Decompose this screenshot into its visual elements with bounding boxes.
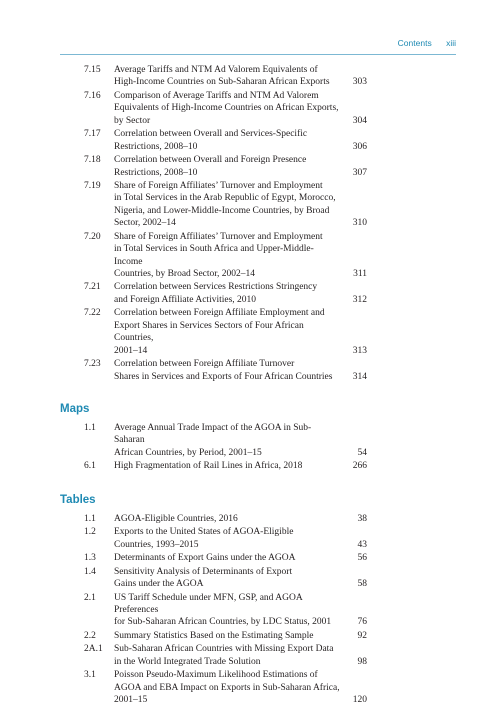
running-title: Contents [397,38,432,48]
entry-title-line: High Fragmentation of Rail Lines in Africa, 2018 [114,461,303,472]
entry-page-number: 310 [352,218,367,229]
toc-entry[interactable] [0,630,367,642]
entry-number: 7.18 [84,155,101,166]
entry-number: 7.23 [84,359,101,370]
entry-number: 7.17 [84,129,101,140]
entry-title-line: Correlation between Foreign Affiliate Turnover [114,359,295,370]
entry-title-line: 2001–15 [114,695,148,706]
toc-entry[interactable] [0,154,367,179]
entry-title-line: Sub-Saharan African Countries with Missing Export Data [114,644,334,655]
entry-number: 7.20 [84,231,101,242]
entry-page-number: 312 [352,294,367,305]
toc-entry[interactable] [0,281,367,306]
entry-title-line: and Foreign Affiliate Activities, 2010 [114,294,257,305]
entry-title-line: Export Shares in Services Sectors of Four African Countries, [114,320,304,344]
tables-list [0,513,500,707]
entry-title-line: Shares in Services and Exports of Four African Countries [114,371,333,382]
toc-entry[interactable] [0,231,367,281]
entry-title-line: Average Annual Trade Impact of the AGOA in Sub-Saharan [114,423,312,446]
entry-number: 7.21 [84,282,101,293]
entry-page-number: 98 [357,656,367,667]
entry-title-line: in the World Integrated Trade Solution [114,656,261,667]
toc-entry[interactable] [0,460,367,472]
entry-title-line: Correlation between Services Restrictions Stringency [114,282,318,293]
entry-page-number: 304 [352,115,367,126]
entry-number: 1.1 [84,423,96,433]
entry-title-line: Sector, 2002–14 [114,218,176,229]
toc-entry[interactable] [0,552,367,564]
entry-page-number: 303 [352,77,367,88]
figures-list [0,64,500,383]
toc-entry[interactable] [0,90,367,127]
entry-number: 7.16 [84,90,101,101]
entry-number: 7.19 [84,181,101,192]
entry-title-line: AGOA-Eligible Countries, 2016 [114,513,238,524]
entry-number: 2.2 [84,630,96,641]
entry-page-number: 266 [352,461,367,472]
entry-page-number: 307 [352,167,367,178]
entry-title-line: 2001–14 [114,345,148,356]
entry-number: 7.22 [84,308,101,319]
entry-number: 7.15 [84,65,101,75]
entry-title-line: AGOA and EBA Impact on Exports in Sub-Saharan Africa, [114,682,340,693]
entry-title-line: African Countries, by Period, 2001–15 [114,447,262,458]
page-number: xiii [446,38,456,48]
toc-content [0,64,500,708]
header-rule [60,54,456,55]
running-head [60,38,456,52]
entry-page-number: 76 [357,617,367,628]
entry-page-number: 306 [352,141,367,152]
entry-title-line: Correlation between Overall and Services-Specific [114,129,308,140]
entry-title-line: in Total Services in the Arab Republic of Egypt, Morocco, [114,193,336,204]
toc-entry[interactable] [0,592,367,629]
toc-entry[interactable] [0,358,367,383]
entry-title-line: High-Income Countries on Sub-Saharan African Exports [114,77,330,88]
entry-title-line: Share of Foreign Affiliates’ Turnover and Employment [114,231,323,242]
entry-title-line: by Sector [114,115,151,126]
entry-number: 1.2 [84,527,96,538]
toc-entry[interactable] [0,669,367,706]
toc-entry[interactable] [0,422,367,459]
maps-list [0,422,500,473]
entry-number: 1.1 [84,513,96,524]
entry-title-line: Sensitivity Analysis of Determinants of Export [114,566,293,577]
entry-page-number: 54 [357,447,367,458]
entry-page-number: 120 [352,695,367,706]
entry-page-number: 313 [352,345,367,356]
entry-title-line: Countries, 1993–2015 [114,539,199,550]
entry-page-number: 38 [357,513,367,524]
toc-entry[interactable] [0,128,367,153]
entry-title-line: Average Tariffs and NTM Ad Valorem Equivalents of [114,65,318,75]
entry-title-line: Poisson Pseudo-Maximum Likelihood Estimations of [114,670,318,681]
toc-entry[interactable] [0,566,367,591]
toc-entry[interactable] [0,307,367,357]
entry-title-line: Equivalents of High-Income Countries on African Exports, [114,103,339,114]
toc-entry[interactable] [0,513,367,525]
entry-number: 6.1 [84,461,96,472]
entry-title-line: Correlation between Foreign Affiliate Employment and [114,308,325,319]
toc-entry[interactable] [0,526,367,551]
maps-heading: Maps [60,403,90,415]
entry-page-number: 314 [352,371,367,382]
entry-title-line: Share of Foreign Affiliates’ Turnover and Employment [114,181,323,192]
toc-entry[interactable] [0,643,367,668]
entry-number: 2.1 [84,592,96,603]
entry-title-line: Countries, by Broad Sector, 2002–14 [114,268,256,279]
entry-number: 1.4 [84,566,96,577]
entry-page-number: 311 [353,268,367,279]
entry-title-line: Comparison of Average Tariffs and NTM Ad Valorem [114,90,319,101]
entry-page-number: 56 [357,553,367,564]
tables-heading: Tables [60,493,96,506]
toc-entry[interactable] [0,64,367,89]
entry-title-line: Restrictions, 2008–10 [114,167,198,178]
entry-title-line: Exports to the United States of AGOA-Eligible [114,527,294,538]
entry-title-line: for Sub-Saharan African Countries, by LDC Status, 2001 [114,617,332,628]
entry-title-line: Determinants of Export Gains under the AGOA [114,553,296,564]
entry-title-line: in Total Services in South Africa and Upper-Middle-Income [114,244,314,267]
entry-title-line: Summary Statistics Based on the Estimating Sample [114,630,314,641]
toc-entry[interactable] [0,180,367,230]
entry-title-line: Gains under the AGOA [114,579,204,590]
entry-title-line: Restrictions, 2008–10 [114,141,198,152]
entry-number: 1.3 [84,553,96,564]
entry-page-number: 92 [357,630,367,641]
entry-title-line: Correlation between Overall and Foreign Presence [114,155,307,166]
entry-title-line: US Tariff Schedule under MFN, GSP, and AGOA Preferences [114,592,303,616]
entry-title-line: Nigeria, and Lower-Middle-Income Countries, by Broad [114,205,330,216]
entry-number: 3.1 [84,670,96,681]
entry-page-number: 58 [357,579,367,590]
entry-number: 2A.1 [84,644,103,655]
entry-page-number: 43 [357,539,367,550]
